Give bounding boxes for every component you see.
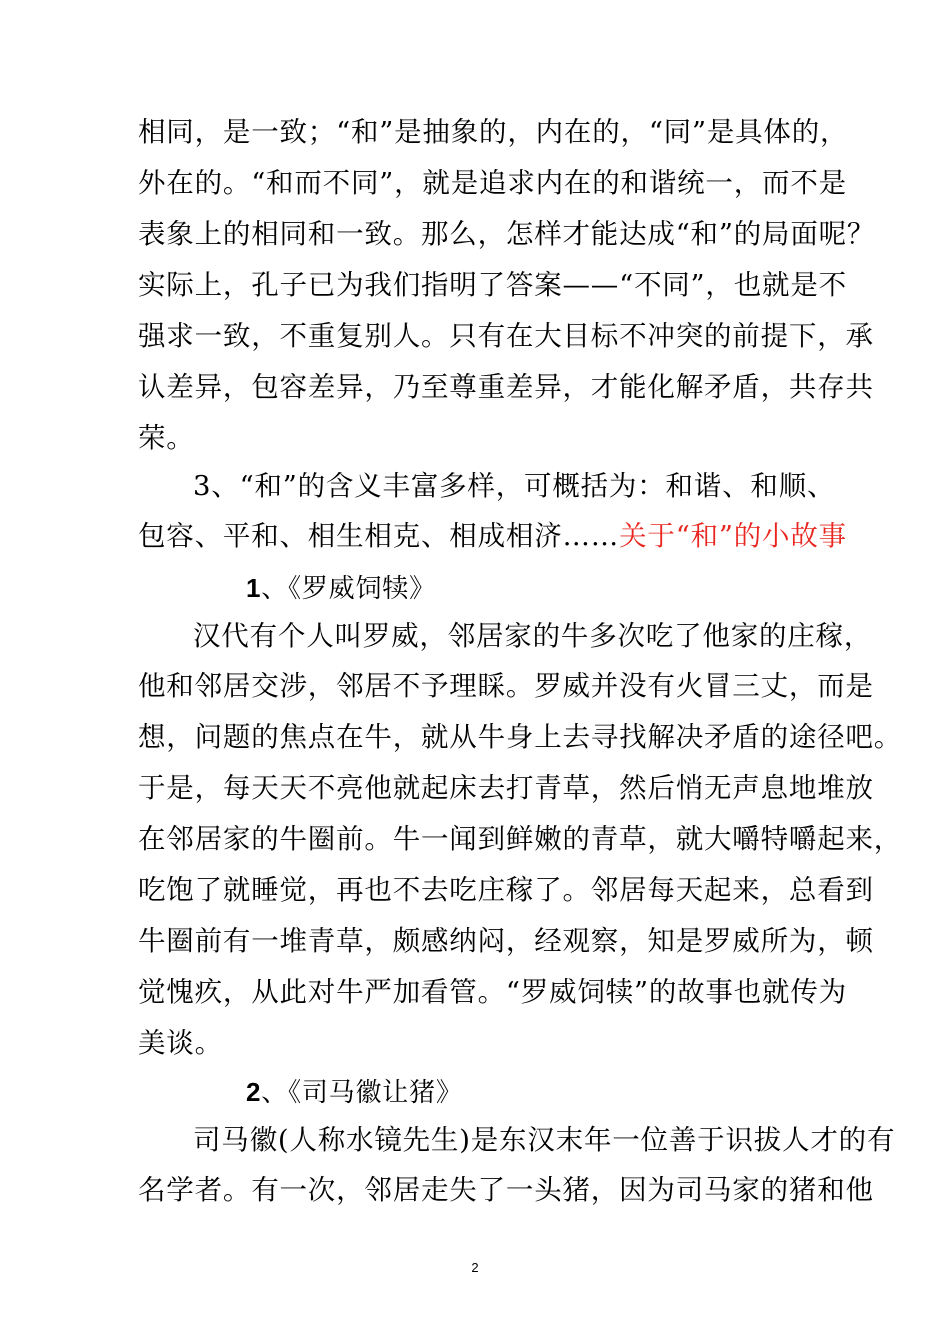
story-1-heading (246, 570, 946, 606)
story-1-line-2: 他和邻居交涉，邻居不予理睬。罗威并没有火冒三丈，而是 (138, 670, 874, 702)
stories-heading: 关于“和”的小故事 (619, 520, 847, 552)
story-1-line-4: 于是，每天天不亮他就起床去打青草，然后悄无声息地堆放 (138, 772, 874, 804)
story-2-title: 、《司马徽让猪》 (261, 1078, 463, 1108)
story-1-line-6: 吃饱了就睡觉，再也不去吃庄稼了。邻居每天起来，总看到 (138, 874, 874, 906)
story-1-line-9: 美谈。 (138, 1027, 223, 1059)
story-1-line-5: 在邻居家的牛圈前。牛一闻到鲜嫩的青草，就大嚼特嚼起来， (138, 823, 903, 855)
paragraph-1-line-1: 相同，是一致；“和”是抽象的，内在的，“同”是具体的， (138, 116, 849, 148)
story-1-number: 1 (246, 573, 262, 603)
story-1-line-8: 觉愧疚，从此对牛严加看管。“罗威饲犊”的故事也就传为 (138, 976, 847, 1008)
paragraph-2-line-2 (138, 518, 847, 554)
story-1-line-7: 牛圈前有一堆青草，颇感纳闷，经观察，知是罗威所为，顿 (138, 925, 874, 957)
page-number: 2 (471, 1260, 479, 1275)
story-2-heading (246, 1074, 946, 1110)
story-2-line-1: 司马徽(人称水镜先生)是东汉末年一位善于识拔人才的有 (193, 1124, 896, 1156)
story-1-line-1: 汉代有个人叫罗威，邻居家的牛多次吃了他家的庄稼， (193, 620, 873, 652)
paragraph-1-line-4: 实际上，孔子已为我们指明了答案——“不同”，也就是不 (138, 269, 847, 301)
paragraph-2-line-1: 3、“和”的含义丰富多样，可概括为：和谐、和顺、 (193, 470, 836, 502)
paragraph-1-line-6: 认差异，包容差异，乃至尊重差异，才能化解矛盾，共存共 (138, 371, 874, 403)
paragraph-1-line-7: 荣。 (138, 422, 195, 454)
paragraph-2-text: 包容、平和、相生相克、相成相济…… (138, 520, 620, 552)
story-1-title: 、《罗威饲犊》 (261, 574, 436, 604)
paragraph-1-line-5: 强求一致，不重复别人。只有在大目标不冲突的前提下，承 (138, 320, 874, 352)
story-2-line-2: 名学者。有一次，邻居走失了一头猪，因为司马家的猪和他 (138, 1174, 874, 1206)
story-2-number: 2 (246, 1077, 262, 1107)
story-1-line-3: 想，问题的焦点在牛，就从牛身上去寻找解决矛盾的途径吧。 (138, 721, 903, 753)
paragraph-1-line-2: 外在的。“和而不同”，就是追求内在的和谐统一，而不是 (138, 167, 847, 199)
paragraph-1-line-3: 表象上的相同和一致。那么，怎样才能达成“和”的局面呢？ (138, 218, 876, 250)
